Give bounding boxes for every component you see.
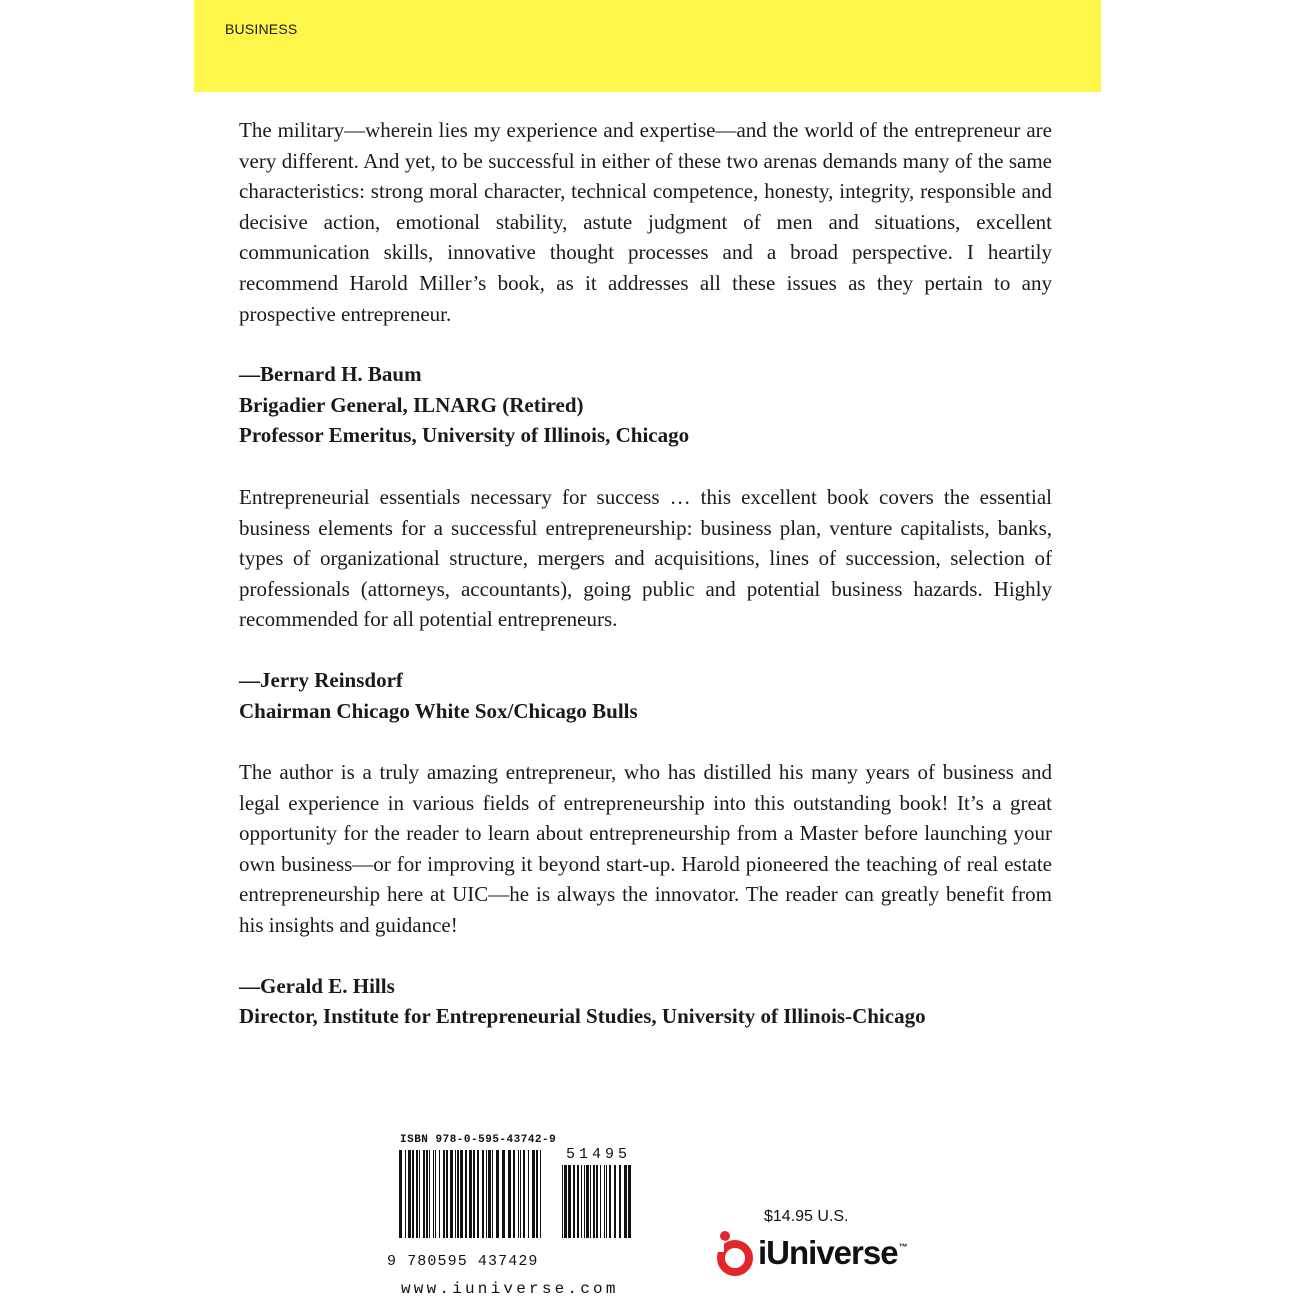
attribution-name: —Jerry Reinsdorf	[239, 667, 403, 692]
barcode-bar	[624, 1165, 627, 1238]
barcode-bar	[577, 1165, 579, 1238]
trademark-symbol: ™	[898, 1242, 908, 1252]
barcode-bar	[465, 1150, 467, 1238]
barcode-bar	[528, 1150, 529, 1238]
endorsements	[239, 115, 1052, 1063]
attribution-name: —Bernard H. Baum	[239, 362, 422, 387]
attribution-name: —Gerald E. Hills	[239, 973, 395, 998]
price-label: $14.95 U.S.	[764, 1208, 849, 1225]
barcode-bar	[628, 1165, 631, 1238]
barcode-bar	[513, 1150, 515, 1238]
barcode-bar	[508, 1150, 511, 1238]
barcode-bar	[584, 1165, 585, 1238]
barcode-bar	[443, 1150, 445, 1238]
barcode-bar	[562, 1165, 563, 1238]
barcode-bar	[604, 1165, 605, 1238]
book-back-cover	[194, 0, 1101, 1296]
publisher-logo	[714, 1230, 908, 1276]
barcode-bar	[439, 1150, 440, 1238]
barcode-bar	[600, 1165, 601, 1238]
barcode-bar	[614, 1165, 616, 1238]
barcode-bar	[568, 1165, 571, 1238]
publisher-name: iUniverse	[758, 1234, 898, 1271]
isbn-label: ISBN 978-0-595-43742-9	[400, 1134, 557, 1146]
iuniverse-logo-icon	[714, 1230, 754, 1276]
barcode-bar	[405, 1150, 406, 1238]
price-addon-digits: 51495	[566, 1146, 632, 1163]
barcode-bar	[446, 1150, 448, 1238]
barcode-bar	[416, 1150, 418, 1238]
barcode-bar	[564, 1165, 567, 1238]
attribution-title: Chairman Chicago White Sox/Chicago Bulls	[239, 698, 638, 723]
barcode-bar	[619, 1165, 621, 1238]
barcode-bar	[482, 1150, 484, 1238]
barcode-bar	[408, 1150, 411, 1238]
barcode-bar	[596, 1165, 598, 1238]
barcode-bar	[520, 1150, 521, 1238]
barcode-bar	[429, 1150, 430, 1238]
barcode-bar	[399, 1150, 402, 1238]
barcode-bar	[581, 1165, 582, 1238]
attribution-affiliation: Professor Emeritus, University of Illinois, Chicago	[239, 423, 690, 448]
barcode-bar	[496, 1150, 499, 1238]
barcode-bar	[412, 1150, 414, 1238]
barcode-bar	[423, 1150, 425, 1238]
barcode-bar	[523, 1150, 525, 1238]
barcode-bar	[593, 1165, 595, 1238]
barcode-bar	[518, 1150, 519, 1238]
endorsement-text-2: Entrepreneurial essentials necessary for success … this excellent book covers the essential business elements for a successful entrepreneurship: business plan, venture capitalists, banks, types of organizational structure, mergers and acquisitions, lines of succession, selection of professionals (attorneys, accountants), going public and potential business hazards. Highly recommended for all potential entrepreneurs.	[239, 484, 1052, 632]
publisher-website: www.iuniverse.com	[401, 1280, 619, 1298]
barcode-bar	[492, 1150, 493, 1238]
category-band	[194, 0, 1101, 92]
ean-barcode	[399, 1150, 544, 1238]
endorsement-attribution-2	[239, 665, 1052, 726]
barcode-bar	[460, 1150, 463, 1238]
barcode-bar	[473, 1150, 475, 1238]
barcode-bar	[469, 1150, 472, 1238]
barcode-bar	[609, 1165, 611, 1238]
attribution-title: Director, Institute for Entrepreneurial Studies, University of Illinois-Chicago	[239, 1004, 926, 1029]
endorsement-text-1: The military—wherein lies my experience and expertise—and the world of the entrepreneur are very different. And yet, to be successful in either of these two arenas demands many of the same characteristics: strong moral character, technical competence, honesty, integrity, responsible and decisive action, emotional stability, astute judgment of men and situations, excellent communication skills, innovative thought processes and a broad perspective. I heartily recommend Harold Miller’s book, as it addresses all these issues as they pertain to any prospective entrepreneur.	[239, 118, 1052, 326]
barcode-bar	[540, 1150, 541, 1238]
barcode-bar	[536, 1150, 538, 1238]
ean-digits: 9 780595 437429	[387, 1253, 539, 1270]
barcode-bar	[532, 1150, 535, 1238]
barcode-bar	[419, 1150, 420, 1238]
barcode-bar	[426, 1150, 428, 1238]
barcode-bar	[457, 1150, 459, 1238]
category-label: BUSINESS	[225, 21, 298, 37]
barcode-bar	[455, 1150, 456, 1238]
endorsement-attribution-3	[239, 971, 1052, 1032]
endorsement-attribution-1	[239, 359, 1052, 451]
barcode-bar	[590, 1165, 591, 1238]
barcode-bar	[450, 1150, 453, 1238]
barcode-bar	[586, 1165, 589, 1238]
barcode-bar	[435, 1150, 436, 1238]
barcode-bar	[433, 1150, 434, 1238]
attribution-title: Brigadier General, ILNARG (Retired)	[239, 392, 584, 417]
barcode-bar	[488, 1150, 491, 1238]
endorsement-text-3: The author is a truly amazing entrepreneur, who has distilled his many years of business and legal experience in various fields of entrepreneurship into this outstanding book! It’s a great opportunity for the reader to learn about entrepreneurship from a Master before launching your own business—or for improving it beyond start-up. Harold pioneered the teaching of real estate entrepreneurship here at UIC—he is always the innovator. The reader can greatly benefit from his insights and guidance!	[239, 760, 1052, 938]
barcode-bar	[502, 1150, 505, 1238]
barcode-bar	[486, 1150, 487, 1238]
barcode-bar	[477, 1150, 479, 1238]
barcode-bar	[573, 1165, 575, 1238]
addon-barcode	[562, 1165, 635, 1238]
barcode-bar	[606, 1165, 607, 1238]
